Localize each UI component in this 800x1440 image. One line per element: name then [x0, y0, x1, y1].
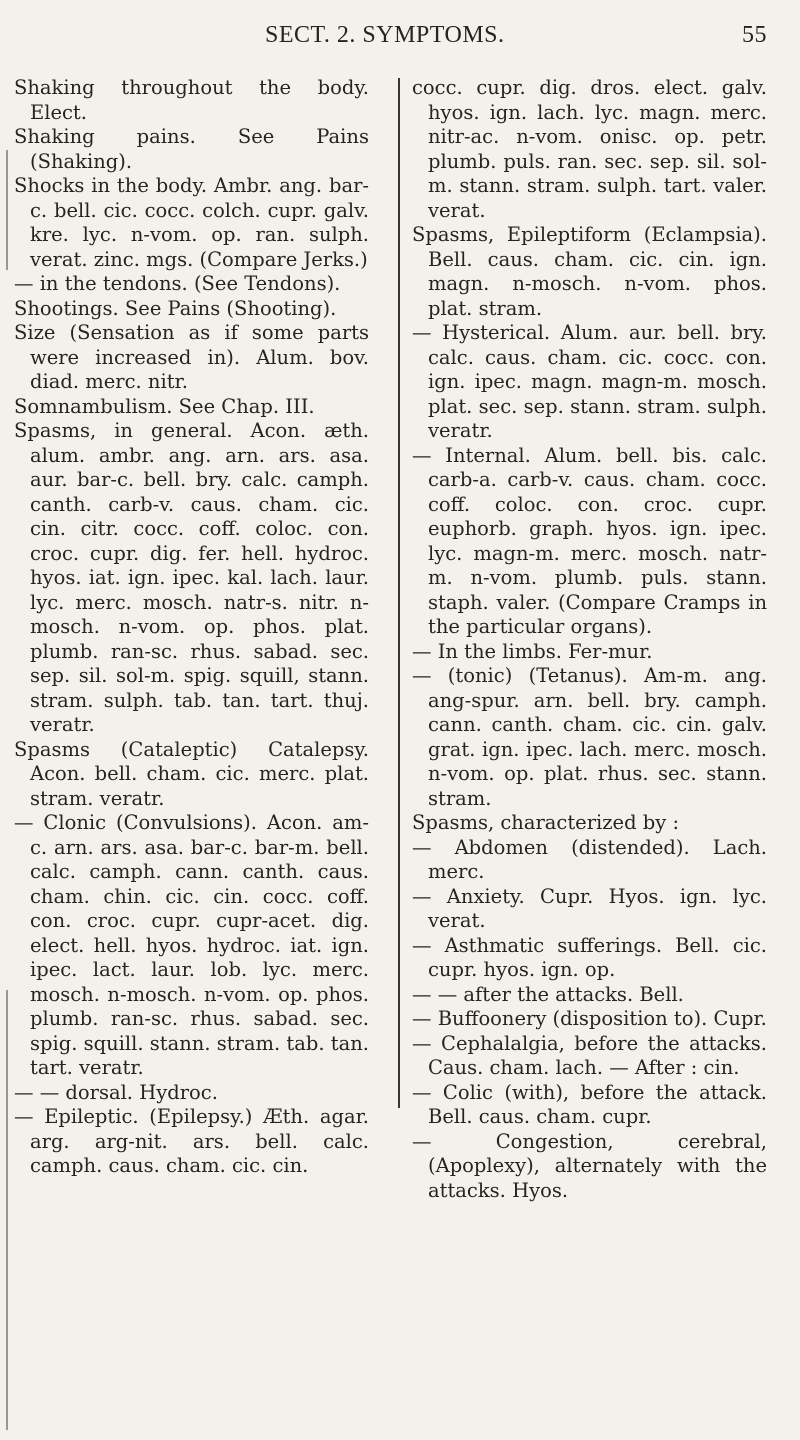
index-entry: Shootings. See Pains (Shooting). [14, 296, 337, 320]
index-entry: — Cephalalgia, before the attacks. Caus. cham. lach. — After : cin. [412, 1031, 767, 1079]
index-entry: — Anxiety. Cupr. Hyos. ign. lyc. verat. [412, 884, 767, 932]
index-entry: Shocks in the body. Ambr. ang. bar-c. bell. cic. cocc. colch. cupr. galv. kre. lyc. n-vom. op. ran. sulph. verat. zinc. mgs. (Compare Jerks.) [14, 174, 369, 271]
index-entry: — in the tendons. (See Tendons). [14, 272, 341, 295]
right-column [412, 76, 767, 1203]
index-entry: — Clonic (Convulsions). Acon. am-c. arn. ars. asa. bar-c. bar-m. bell. calc. camph. cann. canth. caus. cham. chin. cic. cin. cocc. coff. con. croc. cupr. cupr-acet. dig. elect. hell. hyos. hydroc. iat. ign. ipec. lact. laur. lob. lyc. merc. mosch. n-mosch. n-vom. op. phos. plumb. ran-sc. rhus. sabad. sec. spig. squill. stann. stram. tab. tan. tart. veratr. [14, 811, 369, 1079]
column-divider [398, 78, 400, 1108]
index-entry: — In the limbs. Fer-mur. [412, 639, 653, 663]
index-entry: — Buffoonery (disposition to). Cupr. [412, 1007, 767, 1030]
running-title: SECT. 2. SYMPTOMS. [265, 22, 505, 48]
binding-shadow [6, 150, 8, 270]
index-entry: Spasms, Epileptiform (Eclampsia). Bell. caus. cham. cic. cin. ign. magn. n-mosch. n-vom. phos. plat. stram. [412, 223, 767, 320]
index-entry: Spasms (Cataleptic) Catalepsy. Acon. bell. cham. cic. merc. plat. stram. veratr. [14, 737, 369, 810]
index-entry: Somnambulism. See Chap. III. [14, 394, 315, 418]
index-entry: Shaking pains. See Pains (Shaking). [14, 125, 369, 173]
index-entry: — (tonic) (Tetanus). Am-m. ang. ang-spur. arn. bell. bry. camph. cann. canth. cham. cic. cin. galv. grat. ign. ipec. lach. merc. mosch. n-vom. op. plat. rhus. sec. stann. stram. [412, 664, 767, 810]
page-number: 55 [742, 22, 767, 48]
index-entry: — Abdomen (distended). Lach. merc. [412, 835, 767, 883]
index-entry: — — after the attacks. Bell. [412, 982, 684, 1006]
index-entry: — Colic (with), before the attack. Bell. caus. cham. cupr. [412, 1080, 767, 1128]
left-column [14, 76, 369, 1179]
index-entry: Size (Sensation as if some parts were increased in). Alum. bov. diad. merc. nitr. [14, 321, 369, 393]
index-entry: — Internal. Alum. bell. bis. calc. carb-a. carb-v. caus. cham. cocc. coff. coloc. con. croc. cupr. euphorb. graph. hyos. ign. ipec. lyc. magn-m. merc. mosch. natr-m. n-vom. plumb. puls. stann. staph. valer. (Compare Cramps in the particular organs). [412, 443, 767, 638]
index-entry: — Epileptic. (Epilepsy.) Æth. agar. arg. arg-nit. ars. bell. calc. camph. caus. cham. cic. cin. [14, 1105, 369, 1177]
index-entry: — Hysterical. Alum. aur. bell. bry. calc. caus. cham. cic. cocc. con. ign. ipec. magn. magn-m. mosch. plat. sec. sep. stann. stram. sulph. veratr. [412, 321, 767, 442]
index-entry: Spasms, in general. Acon. æth. alum. ambr. ang. arn. ars. asa. aur. bar-c. bell. bry. calc. camph. canth. carb-v. caus. cham. cic. cin. citr. cocc. coff. coloc. con. croc. cupr. dig. fer. hell. hydroc. hyos. iat. ign. ipec. kal. lach. laur. lyc. merc. mosch. natr-s. nitr. n-mosch. n-vom. op. phos. plat. plumb. ran-sc. rhus. sabad. sec. sep. sil. sol-m. spig. squill, stann. stram. sulph. tab. tan. tart. thuj. veratr. [14, 419, 369, 736]
index-entry: — Congestion, cerebral, (Apoplexy), alternately with the attacks. Hyos. [412, 1129, 767, 1202]
binding-shadow [6, 990, 8, 1430]
index-entry: — Asthmatic sufferings. Bell. cic. cupr. hyos. ign. op. [412, 933, 767, 981]
index-entry: — — dorsal. Hydroc. [14, 1080, 218, 1104]
index-entry: Spasms, characterized by : [412, 811, 680, 834]
index-entry: Shaking throughout the body. Elect. [14, 76, 369, 124]
index-entry: cocc. cupr. dig. dros. elect. galv. hyos. ign. lach. lyc. magn. merc. nitr-ac. n-vom. onisc. op. petr. plumb. puls. ran. sec. sep. sil. sol-m. stann. stram. sulph. tart. valer. verat. [412, 76, 767, 222]
